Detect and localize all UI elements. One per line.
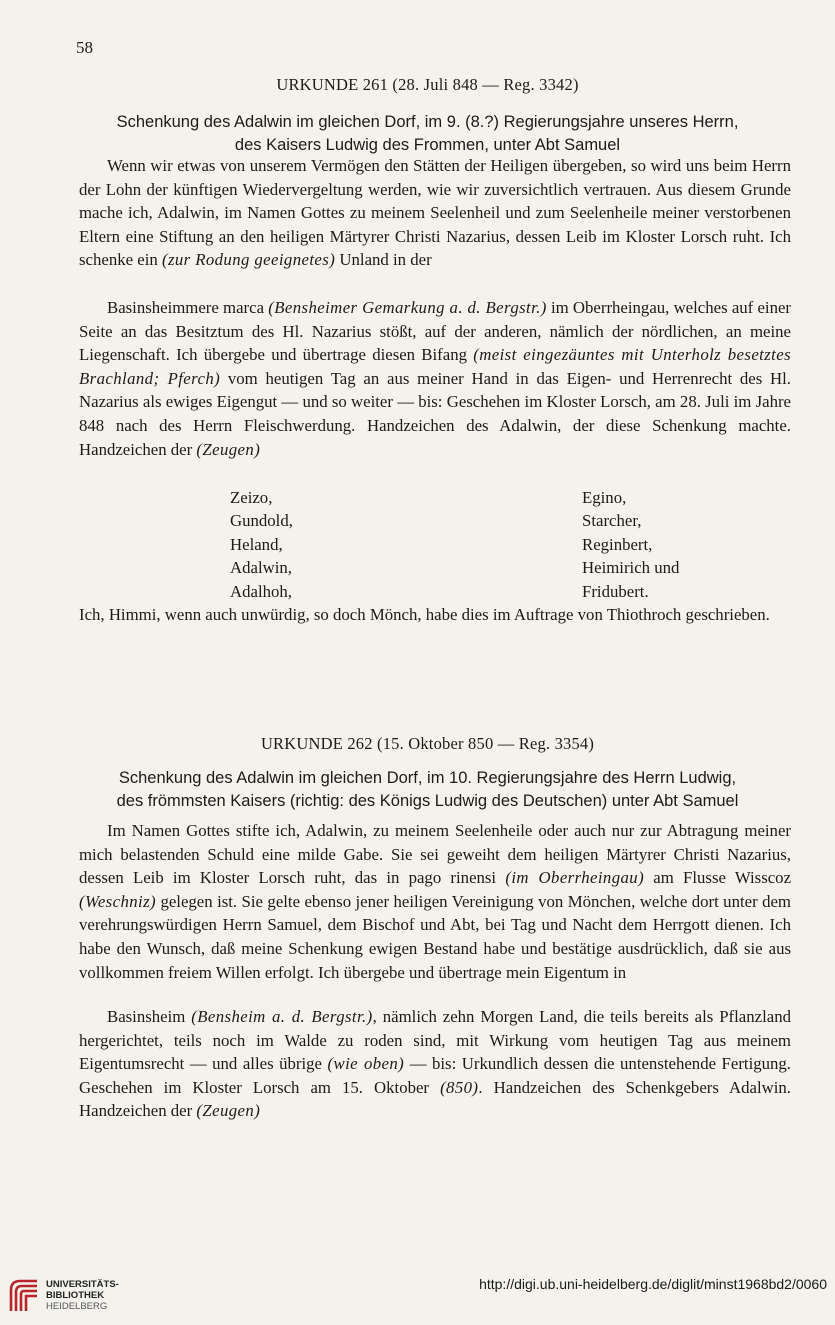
text-run: — bis: Urkundlich dessen die untenstehende Fertigung. Geschehen im Kloster Lorsch am 15. Oktober	[79, 1054, 792, 1097]
document-heading-262: URKUNDE 262 (15. Oktober 850 — Reg. 3354)	[260, 734, 595, 753]
text-run: Basinsheim	[107, 1007, 192, 1026]
text-run: Wenn wir etwas von unserem Vermögen den Stätten der Heiligen übergeben, so wird uns beim Herrn der Lohn der künftigen Wiedervergeltung werden, wie wir zuversichtlich vertrauen. Aus diesem Grunde mache ich, Adalwin, im Namen Gottes zu meinem Seelenheil und zum Seelenheile meiner verstorbenen Eltern eine Stiftung an den heiligen Märtyrer Christi Nazarius, dessen Leib im Kloster Lorsch ruht. Ich schenke ein	[79, 156, 791, 270]
subtitle-262-line-2: des frömmsten Kaisers (richtig: des Königs Ludwig des Deutschen) unter Abt Samuel	[116, 792, 739, 810]
text-run: vom heutigen Tag an aus meiner Hand in das Eigen- und Herrenrecht des Hl. Nazarius als ewiges Eigengut — und so weiter — bis: Geschehen im Kloster Lorsch, am 28. Juli im Jahre 848 nach des Herrn Fleischwerdung. Handzeichen des Adalwin, der diese Schenkung machte. Handzeichen der	[79, 368, 792, 459]
italic-note: (850)	[440, 1077, 479, 1097]
italic-note: (Bensheimer Gemarkung a. d. Bergstr.)	[268, 298, 547, 317]
text-run: . Handzeichen des Schenkgebers Adalwin. Handzeichen der	[79, 1077, 791, 1121]
italic-note: (zur Rodung geeignetes)	[161, 250, 336, 270]
italic-note: (Zeugen)	[196, 1101, 261, 1121]
library-logo-icon[interactable]	[8, 1278, 40, 1314]
document-subtitle-262	[60, 767, 795, 813]
paragraph-261-2	[79, 296, 791, 461]
text-run: Basinsheimmere marca	[107, 298, 269, 317]
italic-note: (Weschniz)	[79, 891, 157, 911]
witness-list-left	[230, 486, 293, 603]
witness-list-right	[582, 486, 679, 603]
italic-note: (Bensheim a. d. Bergstr.)	[191, 1007, 373, 1026]
paragraph-262-1	[79, 819, 791, 984]
subtitle-261-line-2: des Kaisers Ludwig des Frommen, unter Abt Samuel	[234, 136, 621, 154]
witness-name: Adalwin,	[230, 558, 292, 578]
witness-name: Heimirich und	[582, 558, 680, 578]
witness-name: Heland,	[230, 534, 283, 554]
witness-name: Gundold,	[230, 511, 293, 531]
witness-name: Fridubert.	[582, 581, 649, 601]
text-run: , nämlich zehn Morgen Land, die teils bereits als Pflanzland hergerichtet, teils noch im Walde zu roden sind, mit Wirkung vom heutigen Tag aus meinem Eigentumsrecht — und alles übrige	[79, 1007, 791, 1074]
library-name-line-1: UNIVERSITÄTS-	[46, 1279, 119, 1290]
italic-note: (Zeugen)	[196, 439, 261, 459]
document-subtitle-261	[60, 111, 795, 157]
library-name-line-2: BIBLIOTHEK	[46, 1290, 105, 1301]
subtitle-261-line-1: Schenkung des Adalwin im gleichen Dorf, im 9. (8.?) Regierungsjahre unseres Herrn,	[116, 113, 739, 131]
source-url-link[interactable]: http://digi.ub.uni-heidelberg.de/diglit/minst1968bd2/0060	[479, 1276, 827, 1292]
text-run: Im Namen Gottes stifte ich, Adalwin, zu meinem Seelenheile oder auch nur zur Abtragung meiner mich belastenden Schuld eine milde Gabe. Sie sei geweiht dem heiligen Märtyrer Christi Nazarius, dessen Leib im Kloster Lorsch ruht, das in pago rinensi	[79, 821, 791, 888]
text-run: Unland in der	[335, 250, 432, 270]
witness-name: Reginbert,	[582, 534, 653, 554]
italic-note: (meist eingezäuntes mit Unterholz besetztes Brachland; Pferch)	[79, 345, 792, 388]
paragraph-261-1	[79, 154, 791, 272]
document-heading-261: URKUNDE 261 (28. Juli 848 — Reg. 3342)	[276, 75, 579, 94]
witness-name: Starcher,	[582, 511, 642, 531]
italic-note: (im Oberrheingau)	[505, 868, 645, 888]
text-run: gelegen ist. Sie gelte ebenso jener heiligen Vereinigung von Mönchen, welche dort unter dem verehrungswürdigen Herrn Samuel, dem Bischof und Abt, bei Tag und Nacht dem Herrgott dienen. Ich habe den Wunsch, daß meine Schenkung ewigen Bestand habe und bestätige ausdrücklich, daß sie aus vollkommen freiem Willen erfolgt. Ich übergebe und übertrage mein Eigentum in	[79, 891, 791, 982]
witness-name: Egino,	[582, 488, 627, 507]
page-number: 58	[76, 38, 93, 57]
witness-name: Zeizo,	[230, 488, 273, 507]
library-name-line-3: HEIDELBERG	[46, 1301, 108, 1312]
paragraph-261-3: Ich, Himmi, wenn auch unwürdig, so doch Mönch, habe dies im Auftrage von Thiothroch geschrieben.	[79, 605, 770, 624]
text-run: am Flusse Wisscoz	[644, 868, 792, 888]
witness-name: Adalhoh,	[230, 581, 292, 601]
italic-note: (wie oben)	[327, 1054, 405, 1074]
subtitle-262-line-1: Schenkung des Adalwin im gleichen Dorf, im 10. Regierungsjahre des Herrn Ludwig,	[118, 769, 737, 787]
paragraph-262-2	[79, 1005, 791, 1123]
library-name	[46, 1279, 119, 1312]
text-run: im Oberrheingau, welches auf einer Seite an das Besitztum des Hl. Nazarius stößt, auf der anderen, nämlich der nördlichen, an meine Liegenschaft. Ich übergebe und übertrage diesen Bifang	[79, 298, 791, 365]
